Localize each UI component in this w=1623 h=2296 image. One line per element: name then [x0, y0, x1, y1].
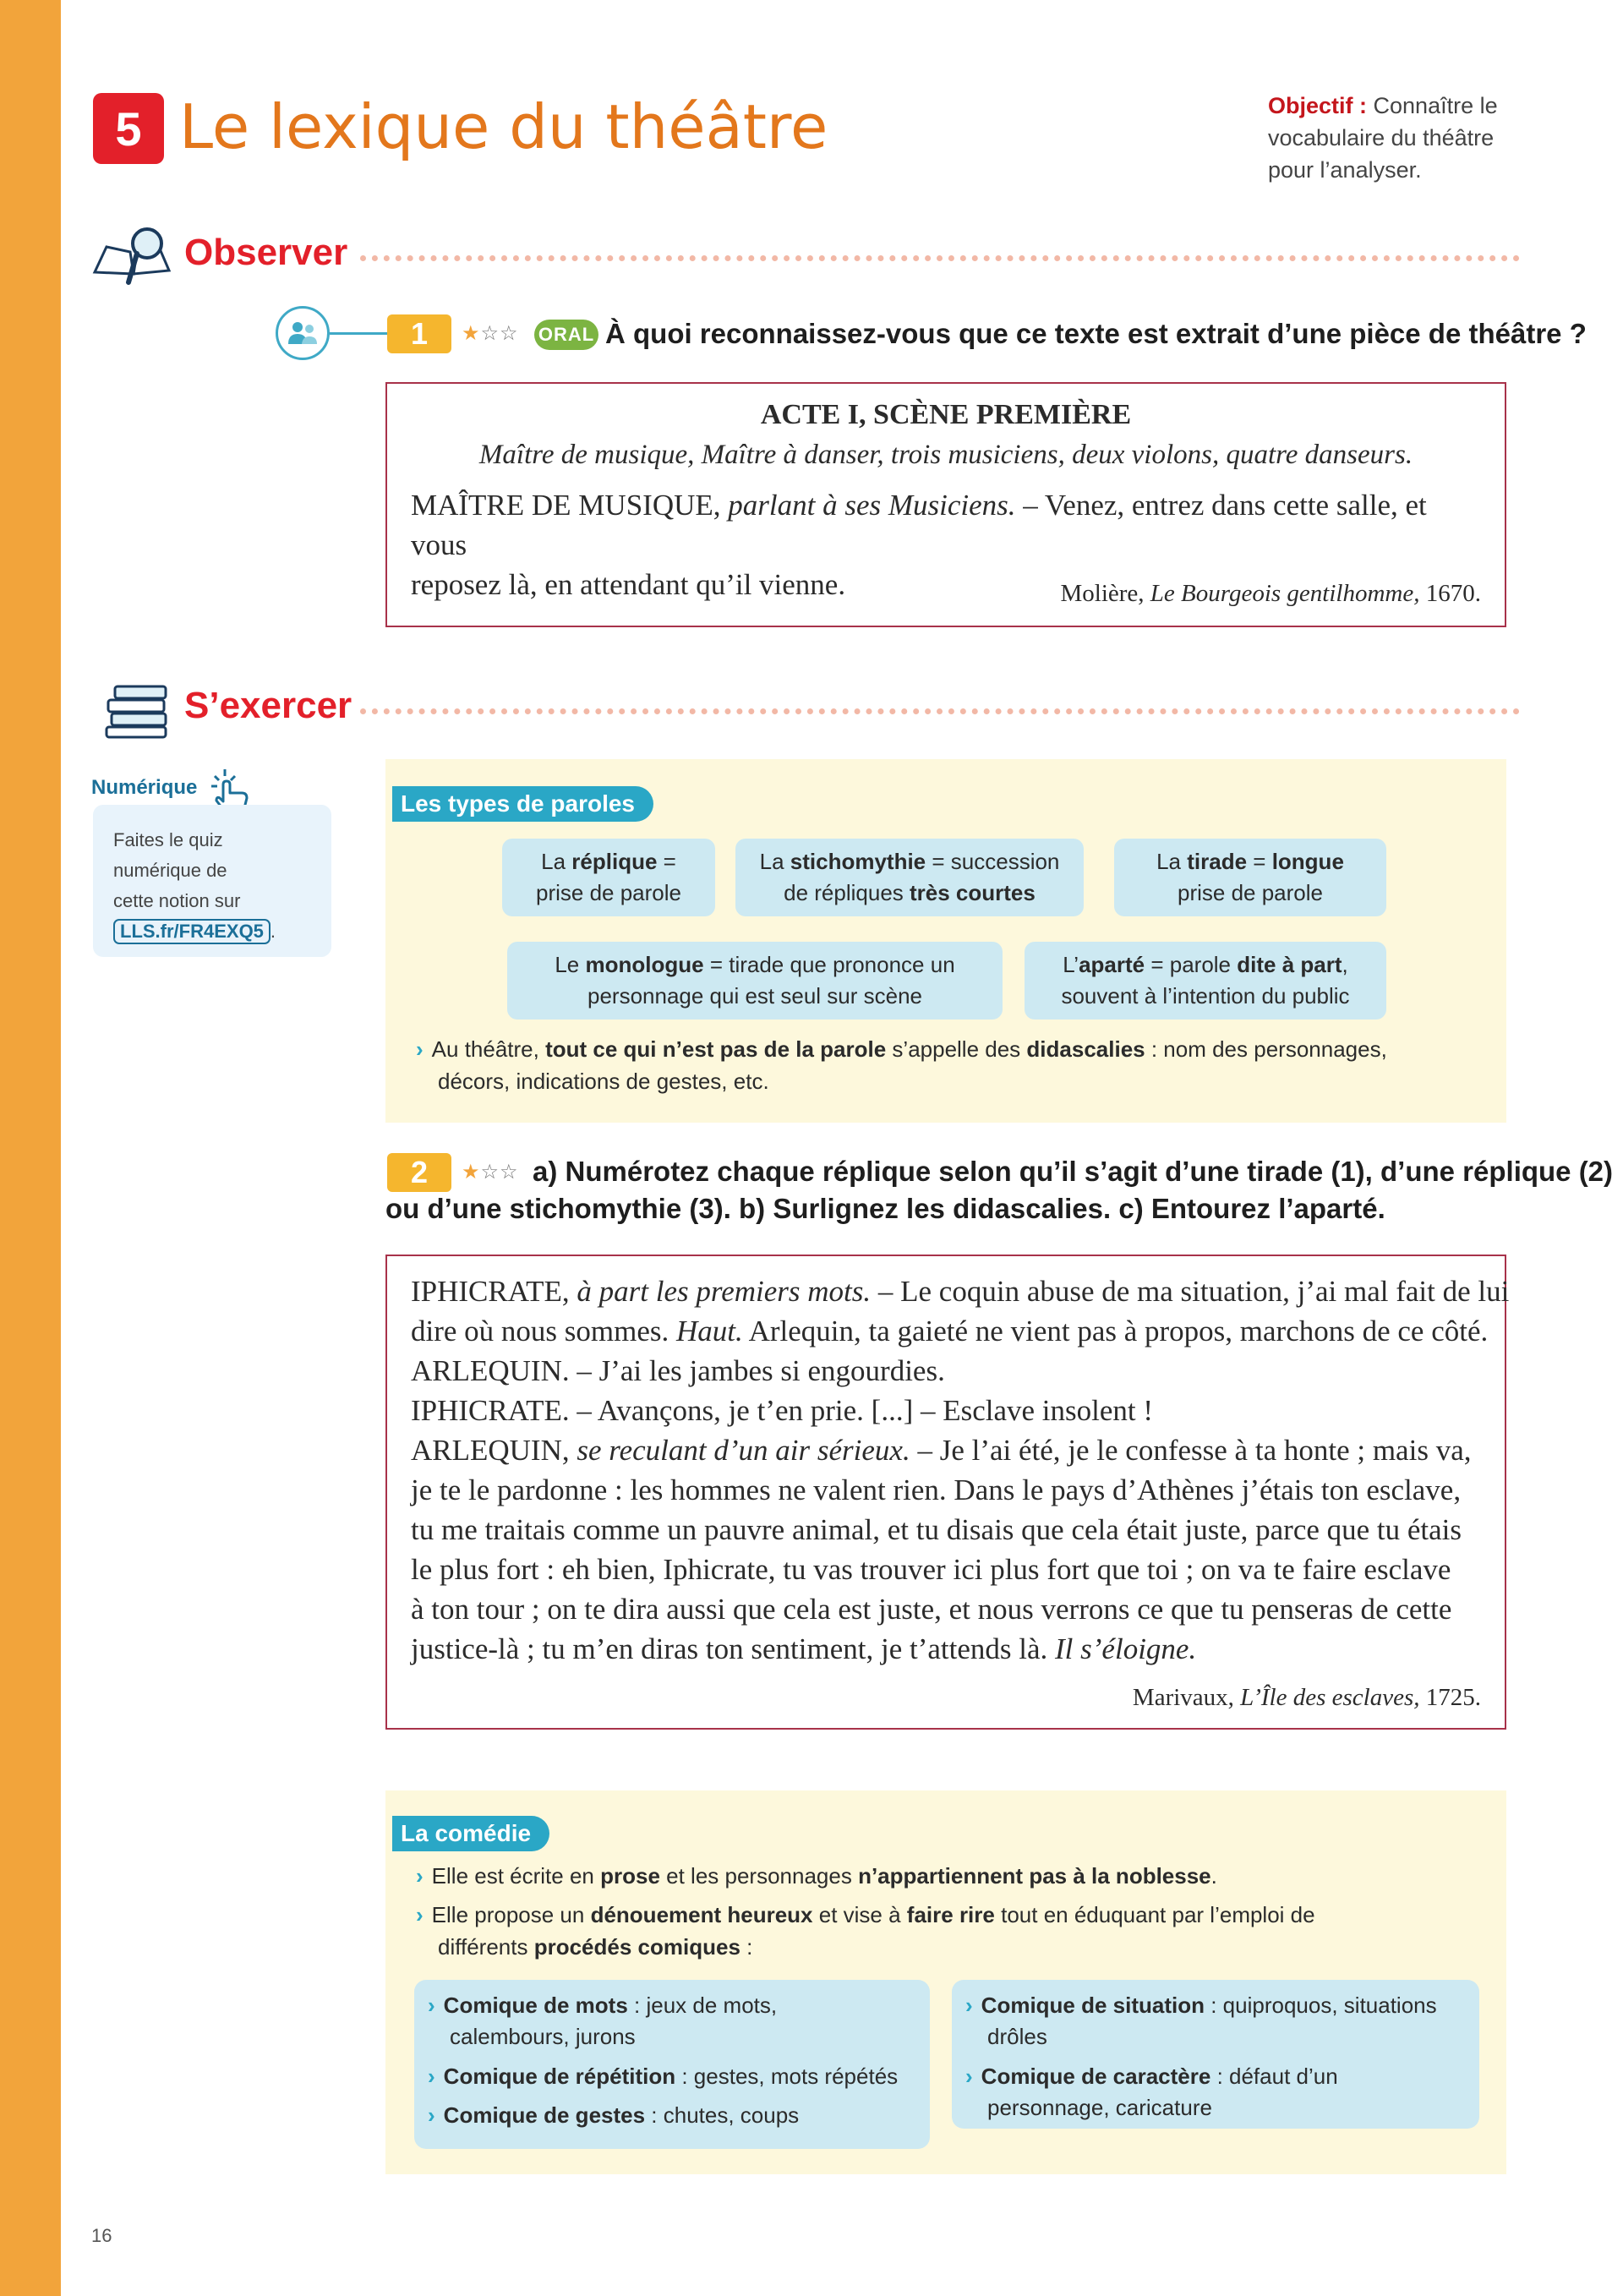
left-color-strip [0, 0, 61, 2296]
group-work-badge [276, 306, 330, 360]
types-paroles-panel [385, 759, 1506, 1123]
chevron-right-icon: › [428, 2064, 435, 2089]
star-filled-icon: ★ [462, 322, 481, 345]
comedie-panel [385, 1790, 1506, 2174]
difficulty-stars [462, 321, 519, 346]
numerique-box [93, 805, 331, 957]
chevron-right-icon: › [428, 2102, 435, 2128]
comedie-bullet: › Elle est écrite en prose et les personnages n’appartiennent pas à la noblesse. [416, 1863, 1217, 1889]
excerpt-dialogue: IPHICRATE, à part les premiers mots. – Le coquin abuse de ma situation, j’ai mal fait de lui dire où nous sommes. Haut. Arlequin, ta gaieté ne vient pas à propos, marchons de ce côté. ARLEQUIN. – J’ai les jambes si engourdies. IPHICRATE. – Avançons, je t’en prie. [...] – Esclave insolent ! ARLEQUIN, se reculant d’un air sérieux. – Je l’ai été, je le confesse à ta honte ; mais va, je te le pardonne : les hommes ne valent rien. Dans le pays d’Athènes j’étais ton esclave, tu me traitais comme un pauvre animal, et tu disais que cela était juste, parce que tu étais le plus fort : eh bien, Iphicrate, tu vas trouver ici plus fort que toi ; on va te faire esclave à ton tour ; on te dira aussi que cela est juste, et nous verrons ce que tu penseras de cette justice-là ; tu m’en diras ton sentiment, je t’attends là. Il s’éloigne. [411, 1275, 1510, 1665]
chip-stichomythie: La stichomythie = succession de répliques très courtes [735, 839, 1084, 916]
quiz-link[interactable]: LLS.fr/FR4EXQ5 [113, 919, 270, 944]
types-paroles-tag: Les types de paroles [392, 786, 653, 822]
objective-line: vocabulaire du théâtre [1268, 125, 1495, 150]
excerpt-act-title: ACTE I, SCÈNE PREMIÈRE [760, 399, 1132, 430]
page-title: Le lexique du théâtre [179, 91, 828, 162]
oral-badge: ORAL [534, 320, 598, 350]
connector-line [330, 332, 387, 335]
question-number-badge: 1 [387, 314, 451, 353]
observer-section-header [91, 221, 1520, 289]
speaker-name: MAÎTRE DE MUSIQUE, [411, 489, 721, 522]
chip-monologue: Le monologue = tirade que prononce un personnage qui est seul sur scène [507, 942, 1003, 1020]
star-empty-icon: ☆☆ [480, 1161, 519, 1184]
chip-replique: La réplique = prise de parole [502, 839, 715, 916]
comique-gestes: › Comique de gestes : chutes, coups [428, 2102, 800, 2128]
section-divider [360, 708, 1520, 714]
excerpt-source [1133, 1684, 1481, 1712]
section-divider [360, 255, 1520, 261]
question2-line2: ou d’une stichomythie (3). b) Surlignez les didascalies. c) Entourez l’aparté. [385, 1193, 1385, 1224]
dialogue-text: reposez là, en attendant qu’il vienne. [411, 568, 846, 601]
exercer-title: S’exercer [184, 685, 352, 726]
chip-tirade: La tirade = longue prise de parole [1114, 839, 1386, 916]
excerpt-source [1060, 580, 1481, 608]
chevron-right-icon: › [416, 1863, 424, 1889]
source-year: 1725. [1425, 1684, 1481, 1711]
chevron-right-icon: › [416, 1902, 424, 1927]
observer-title: Observer [184, 232, 348, 273]
numerique-text: numérique de [113, 860, 227, 881]
source-author: Molière, [1060, 580, 1145, 607]
stacked-books-icon [91, 675, 176, 742]
question-number-badge: 2 [387, 1153, 451, 1192]
stage-direction: parlant à ses Musiciens. [728, 489, 1016, 522]
comique-situation: › Comique de situation : quiproquos, situations drôles [965, 1993, 1437, 2049]
objective-label: Objectif : [1268, 93, 1368, 118]
comedie-tag: La comédie [392, 1816, 549, 1851]
comique-repetition: › Comique de répétition : gestes, mots répétés [428, 2064, 899, 2089]
comique-mots: › Comique de mots : jeux de mots, calembours, jurons [428, 1993, 778, 2049]
source-author: Marivaux, [1132, 1684, 1234, 1711]
comique-caractere: › Comique de caractère : défaut d’un personnage, caricature [965, 2064, 1338, 2120]
page-number: 16 [91, 2225, 112, 2246]
source-work: L’Île des esclaves, [1240, 1684, 1420, 1711]
magnifier-book-icon [91, 221, 176, 289]
chevron-right-icon: › [965, 1993, 973, 2018]
chevron-right-icon: › [416, 1036, 424, 1062]
source-year: 1670. [1425, 580, 1481, 607]
lesson-number-badge: 5 [93, 93, 164, 164]
comique-panel-left [414, 1980, 930, 2149]
comedie-bullet: › Elle propose un dénouement heureux et vise à faire rire tout en éduquant par l’emploi de différents procédés comiques : [416, 1902, 1315, 1960]
numerique-text: Faites le quiz [113, 829, 223, 850]
comique-panel-right [952, 1980, 1479, 2129]
chevron-right-icon: › [965, 2064, 973, 2089]
exercer-section-header [91, 675, 1520, 742]
star-empty-icon: ☆☆ [480, 322, 519, 345]
source-work: Le Bourgeois gentilhomme, [1150, 580, 1420, 607]
chevron-right-icon: › [428, 1993, 435, 2018]
question1-text: À quoi reconnaissez-vous que ce texte est extrait d’une pièce de théâtre ? [605, 318, 1587, 349]
numerique-label: Numérique [91, 776, 198, 799]
people-icon [287, 320, 318, 346]
excerpt-moliere [385, 382, 1506, 627]
objective-line: pour l’analyser. [1268, 157, 1422, 183]
objective-line: Connaître le [1373, 93, 1498, 118]
didascalies-note: › Au théâtre, tout ce qui n’est pas de la parole s’appelle des didascalies : nom des personnages, décors, indications de gestes, etc. [416, 1036, 1387, 1094]
star-filled-icon: ★ [462, 1161, 481, 1184]
difficulty-stars [462, 1160, 519, 1184]
numerique-text: cette notion sur [113, 890, 241, 911]
excerpt-cast-list: Maître de musique, Maître à danser, trois musiciens, deux violons, quatre danseurs. [478, 440, 1413, 470]
dialogue-text: – Venez, entrez dans cette salle, et vous [411, 489, 1427, 561]
objective-block [1268, 90, 1547, 186]
chip-aparte: L’aparté = parole dite à part, souvent à l’intention du public [1025, 942, 1386, 1020]
question2-line1: a) Numérotez chaque réplique selon qu’il s’agit d’une tirade (1), d’une réplique (2) [533, 1156, 1614, 1187]
excerpt-marivaux [385, 1255, 1510, 1730]
numerique-text: . [270, 921, 276, 942]
